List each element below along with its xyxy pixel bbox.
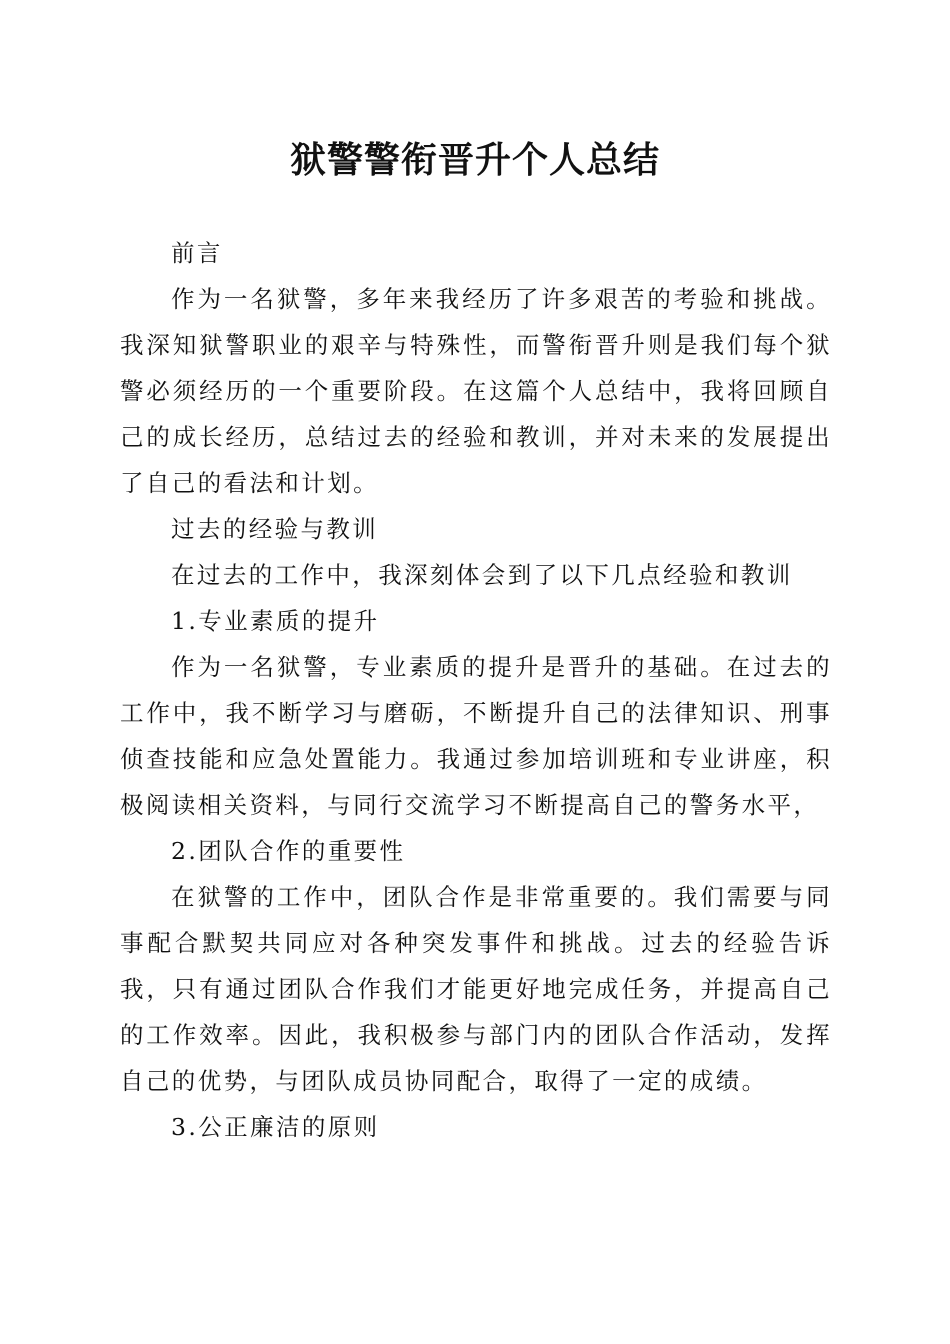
paragraph-intro: 作为一名狱警，多年来我经历了许多艰苦的考验和挑战。我深知狱警职业的艰辛与特殊性，而警衔晋升则是我们每个狱警必须经历的一个重要阶段。在这篇个人总结中，我将回顾自己的成长经历，总结过去的经验和教训，并对未来的发展提出了自己的看法和计划。: [120, 285, 832, 497]
section-heading-preface: 前言: [171, 239, 223, 267]
section-heading-past-experience: 过去的经验与教训: [171, 515, 379, 543]
subheading-teamwork: 2.团队合作的重要性: [171, 837, 406, 865]
paragraph-professional-quality: 作为一名狱警，专业素质的提升是晋升的基础。在过去的工作中，我不断学习与磨砺，不断提升自己的法律知识、刑事侦查技能和应急处置能力。我通过参加培训班和专业讲座，积极阅读相关资料，与同行交流学习不断提高自己的警务水平，: [120, 653, 832, 819]
document-body: [120, 230, 832, 1150]
paragraph-teamwork: 在狱警的工作中，团队合作是非常重要的。我们需要与同事配合默契共同应对各种突发事件和挑战。过去的经验告诉我，只有通过团队合作我们才能更好地完成任务，并提高自己的工作效率。因此，我积极参与部门内的团队合作活动，发挥自己的优势，与团队成员协同配合，取得了一定的成绩。: [120, 883, 832, 1095]
document-title: 狱警警衔晋升个人总结: [289, 139, 660, 181]
subheading-professional-quality: 1.专业素质的提升: [171, 607, 380, 635]
subheading-integrity: 3.公正廉洁的原则: [171, 1113, 380, 1141]
paragraph-lessons-lead: 在过去的工作中，我深刻体会到了以下几点经验和教训: [171, 561, 793, 589]
